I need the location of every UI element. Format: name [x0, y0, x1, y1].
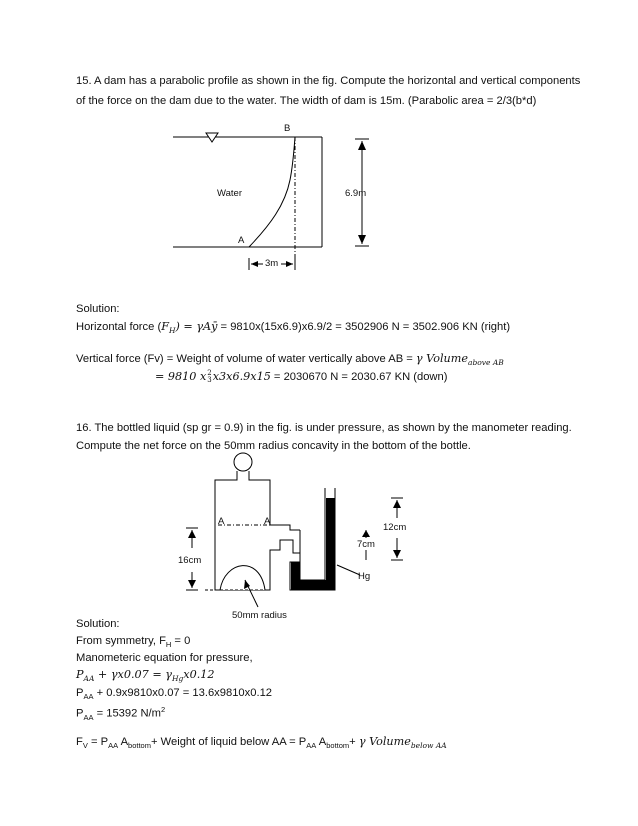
label-b: B: [284, 123, 291, 134]
label-hg: Hg: [358, 571, 371, 582]
problem-15-line-1: 15. A dam has a parabolic profile as shown in the fig. Compute the horizontal and vertical components: [76, 75, 581, 87]
p16-calc-2: $P_{AA} = 15392$ $N/m^2$: [76, 705, 166, 722]
p15-vertical-force: Vertical force (Fv) = Weight of volume of water vertically above AB = γ Volume$_{above AB}$: [76, 352, 504, 368]
p16-solution-heading: Solution:: [76, 618, 120, 630]
bottle-top-bulb: [234, 453, 252, 471]
label-50mm-radius: 50mm radius: [232, 610, 287, 621]
p16-mano-equation: $P_{AA} + \gamma x0.07 = \gamma_{Hg}x0.12$: [76, 668, 215, 684]
mercury-right: [326, 498, 335, 580]
p15-vertical-force-calc: = 9810 x2 3x3x6.9x15 = 2030670 N = 2030.67 KN (down): [155, 369, 448, 385]
p16-mano-title: Manometeric equation for pressure,: [76, 652, 253, 664]
concavity-dome: [220, 566, 265, 590]
p16-fh-zero: From symmetry, $F_H = 0$: [76, 635, 191, 650]
problem-16-line-2: Compute the net force on the 50mm radius concavity in the bottom of the bottle.: [76, 440, 471, 452]
p15-horizontal-force: Horizontal force $(F_H)$ = γAȳ = 9810x(15x6.9)x6.9/2 = 3502906 N = 3502.906 KN (right): [76, 320, 511, 336]
mercury-left: [291, 562, 300, 590]
p16-vertical-force: $F_V = P_{AA}$ $A_{bottom}+$ Weight of liquid below AA = $P_{AA}$ $A_{bottom}+ \gamma$ Volume$_{below AA}$: [76, 735, 447, 751]
problem-15-line-2: of the force on the dam due to the water. The width of dam is 15m. (Parabolic area = 2/3(b*d): [76, 95, 537, 107]
problem-16-line-1: 16. The bottled liquid (sp gr = 0.9) in the fig. is under pressure, as shown by the manometer reading.: [76, 422, 572, 434]
label-7cm: 7cm: [357, 539, 375, 550]
label-water: Water: [217, 188, 242, 199]
label-12cm: 12cm: [383, 522, 407, 533]
parabolic-dam-face: [249, 137, 295, 247]
label-a: A: [238, 235, 245, 246]
label-a-left: A: [218, 516, 225, 527]
label-16cm: 16cm: [178, 555, 202, 566]
label-width: 3m: [265, 258, 279, 269]
p16-calc-1: $P_{AA} + 0.9x9810x0.07 = 13.6x9810x0.12$: [76, 687, 273, 702]
label-a-right: A: [264, 516, 271, 527]
p15-solution-heading: Solution:: [76, 303, 120, 315]
label-height: 6.9m: [345, 188, 367, 199]
mercury-bottom: [300, 580, 335, 590]
